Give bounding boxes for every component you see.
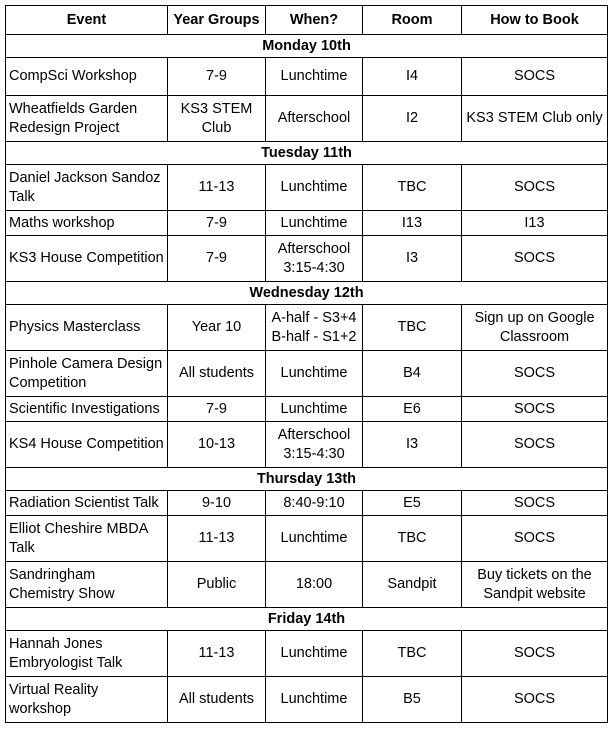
day-label: Friday 14th <box>6 608 608 631</box>
year-groups-cell: 10-13 <box>168 422 266 468</box>
when-cell: Lunchtime <box>266 516 363 562</box>
booking-cell: Sign up on Google Classroom <box>462 305 608 351</box>
when-cell: Lunchtime <box>266 351 363 397</box>
room-cell: I3 <box>363 236 462 282</box>
when-cell: Lunchtime <box>266 211 363 236</box>
booking-cell: SOCS <box>462 422 608 468</box>
table-row <box>6 236 608 282</box>
table-row <box>6 96 608 142</box>
event-cell: Maths workshop <box>6 211 168 236</box>
event-cell: Hannah Jones Embryologist Talk <box>6 631 168 677</box>
event-cell: KS4 House Competition <box>6 422 168 468</box>
event-cell: Radiation Scientist Talk <box>6 491 168 516</box>
header-row <box>6 6 608 35</box>
when-cell: Afterschool <box>266 96 363 142</box>
year-groups-cell: 7-9 <box>168 211 266 236</box>
day-label: Thursday 13th <box>6 468 608 491</box>
booking-cell: I13 <box>462 211 608 236</box>
table-row <box>6 58 608 96</box>
day-row <box>6 142 608 165</box>
when-cell: Lunchtime <box>266 631 363 677</box>
table-row <box>6 351 608 397</box>
header-how-to-book: How to Book <box>462 6 608 35</box>
table-row <box>6 516 608 562</box>
header-event: Event <box>6 6 168 35</box>
room-cell: E6 <box>363 397 462 422</box>
events-schedule-table <box>5 5 608 723</box>
when-cell: 8:40-9:10 <box>266 491 363 516</box>
year-groups-cell: Year 10 <box>168 305 266 351</box>
day-label: Tuesday 11th <box>6 142 608 165</box>
day-row <box>6 35 608 58</box>
day-row <box>6 468 608 491</box>
table-row <box>6 491 608 516</box>
event-cell: Scientific Investigations <box>6 397 168 422</box>
year-groups-cell: All students <box>168 351 266 397</box>
table-row <box>6 562 608 608</box>
year-groups-cell: 9-10 <box>168 491 266 516</box>
room-cell: TBC <box>363 631 462 677</box>
event-cell: Pinhole Camera Design Competition <box>6 351 168 397</box>
table-row <box>6 305 608 351</box>
when-cell: Lunchtime <box>266 165 363 211</box>
header-room: Room <box>363 6 462 35</box>
year-groups-cell: 7-9 <box>168 236 266 282</box>
when-cell: 18:00 <box>266 562 363 608</box>
room-cell: B4 <box>363 351 462 397</box>
year-groups-cell: 7-9 <box>168 397 266 422</box>
when-cell: Afterschool 3:15-4:30 <box>266 236 363 282</box>
when-cell: Lunchtime <box>266 58 363 96</box>
room-cell: I4 <box>363 58 462 96</box>
event-cell: KS3 House Competition <box>6 236 168 282</box>
year-groups-cell: All students <box>168 677 266 723</box>
room-cell: I13 <box>363 211 462 236</box>
when-cell: Lunchtime <box>266 677 363 723</box>
room-cell: E5 <box>363 491 462 516</box>
event-cell: Virtual Reality workshop <box>6 677 168 723</box>
day-row <box>6 608 608 631</box>
table-row <box>6 211 608 236</box>
event-cell: Daniel Jackson Sandoz Talk <box>6 165 168 211</box>
booking-cell: SOCS <box>462 491 608 516</box>
room-cell: I3 <box>363 422 462 468</box>
header-when: When? <box>266 6 363 35</box>
booking-cell: SOCS <box>462 516 608 562</box>
booking-cell: KS3 STEM Club only <box>462 96 608 142</box>
year-groups-cell: 7-9 <box>168 58 266 96</box>
table-row <box>6 631 608 677</box>
table-row <box>6 397 608 422</box>
room-cell: TBC <box>363 305 462 351</box>
year-groups-cell: 11-13 <box>168 631 266 677</box>
booking-cell: SOCS <box>462 677 608 723</box>
event-cell: Wheatfields Garden Redesign Project <box>6 96 168 142</box>
booking-cell: SOCS <box>462 351 608 397</box>
room-cell: TBC <box>363 165 462 211</box>
room-cell: I2 <box>363 96 462 142</box>
booking-cell: SOCS <box>462 236 608 282</box>
room-cell: TBC <box>363 516 462 562</box>
when-cell: A-half - S3+4 B-half - S1+2 <box>266 305 363 351</box>
when-cell: Afterschool 3:15-4:30 <box>266 422 363 468</box>
year-groups-cell: Public <box>168 562 266 608</box>
booking-cell: SOCS <box>462 165 608 211</box>
header-year-groups: Year Groups <box>168 6 266 35</box>
booking-cell: SOCS <box>462 631 608 677</box>
when-cell: Lunchtime <box>266 397 363 422</box>
event-cell: Sandringham Chemistry Show <box>6 562 168 608</box>
booking-cell: Buy tickets on the Sandpit website <box>462 562 608 608</box>
event-cell: Physics Masterclass <box>6 305 168 351</box>
booking-cell: SOCS <box>462 58 608 96</box>
room-cell: Sandpit <box>363 562 462 608</box>
table-row <box>6 677 608 723</box>
day-label: Monday 10th <box>6 35 608 58</box>
year-groups-cell: 11-13 <box>168 516 266 562</box>
year-groups-cell: 11-13 <box>168 165 266 211</box>
table-row <box>6 165 608 211</box>
day-label: Wednesday 12th <box>6 282 608 305</box>
table-row <box>6 422 608 468</box>
room-cell: B5 <box>363 677 462 723</box>
booking-cell: SOCS <box>462 397 608 422</box>
event-cell: CompSci Workshop <box>6 58 168 96</box>
event-cell: Elliot Cheshire MBDA Talk <box>6 516 168 562</box>
year-groups-cell: KS3 STEM Club <box>168 96 266 142</box>
day-row <box>6 282 608 305</box>
